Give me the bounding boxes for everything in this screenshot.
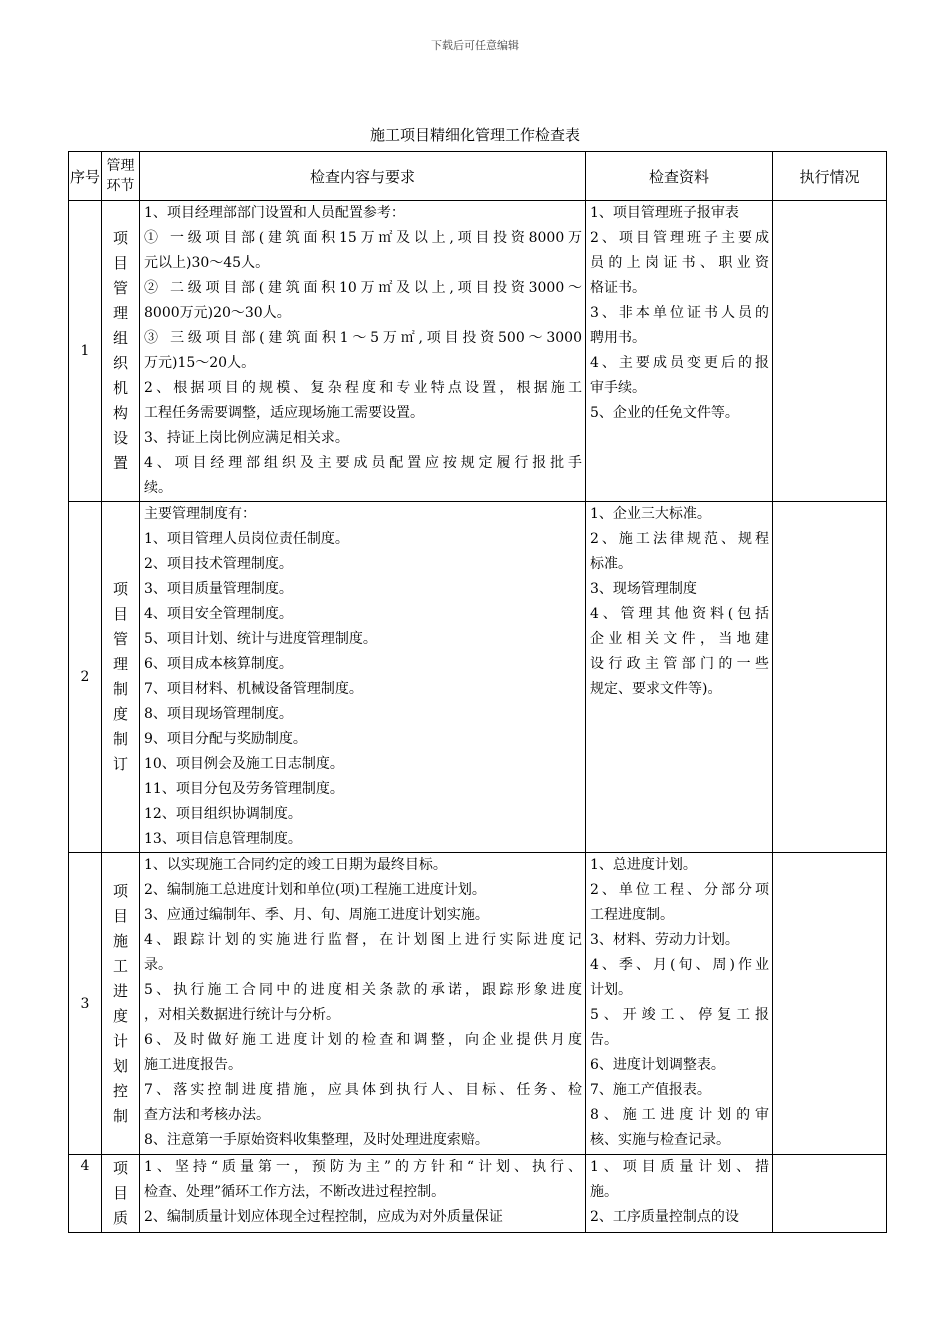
content-line: 3、项目质量管理制度。 [144, 581, 293, 597]
content-line: ③ 三级项目部(建筑面积1～5万㎡,项目投资500～3000 [144, 330, 582, 346]
row-material [586, 502, 773, 853]
content-line: 4、跟踪计划的实施进行监督，在计划图上进行实际进度记 [144, 932, 582, 948]
material-line: 5、开竣工、停复工报 [590, 1007, 769, 1023]
material-line: 8、施工进度计划的审 [590, 1107, 769, 1123]
table-row [69, 1155, 887, 1233]
content-line: 7、落实控制进度措施，应具体到执行人、目标、任务、检 [144, 1082, 582, 1098]
content-line: 施工进度报告。 [144, 1057, 242, 1073]
content-line: 主要管理制度有： [144, 506, 256, 522]
row-stage-cell [102, 1155, 140, 1233]
material-line: 规定、要求文件等)。 [590, 681, 722, 697]
content-line: 4、项目经理部组织及主要成员配置应按规定履行报批手 [144, 455, 582, 471]
row-seq: 1 [69, 201, 102, 502]
row-seq: 2 [69, 502, 102, 853]
row-material [586, 1155, 773, 1233]
row-content [140, 853, 586, 1155]
content-line: 续。 [144, 480, 172, 496]
content-line: 1、项目管理人员岗位责任制度。 [144, 531, 349, 547]
content-line: 5、项目计划、统计与进度管理制度。 [144, 631, 377, 647]
document-title: 施工项目精细化管理工作检查表 [369, 126, 580, 144]
table-row [69, 502, 887, 853]
row-content [140, 502, 586, 853]
content-line: 2、编制施工总进度计划和单位(项)工程施工进度计划。 [144, 882, 486, 898]
content-line: 8、注意第一手原始资料收集整理，及时处理进度索赔。 [144, 1132, 489, 1148]
content-line: 1、项目经理部部门设置和人员配置参考： [144, 205, 405, 221]
row-content [140, 1155, 586, 1233]
material-line: 聘用书。 [590, 330, 646, 346]
row-status [773, 201, 887, 502]
row-status [773, 853, 887, 1155]
content-line: ② 二级项目部(建筑面积10万㎡及以上,项目投资3000～ [144, 280, 582, 296]
row-stage-cell [102, 201, 140, 502]
content-line: 3、应通过编制年、季、月、旬、周施工进度计划实施。 [144, 907, 489, 923]
table-header-row [69, 152, 887, 201]
material-line: 6、进度计划调整表。 [590, 1057, 725, 1073]
material-line: 2、工序质量控制点的设 [590, 1209, 739, 1225]
content-line: 1、坚持“质量第一，预防为主”的方针和“计划、执行、 [144, 1159, 582, 1175]
material-line: 施。 [590, 1184, 618, 1200]
header-seq: 序号 [69, 152, 102, 201]
content-line: 1、以实现施工合同约定的竣工日期为最终目标。 [144, 857, 447, 873]
row-stage: 项目施工进度计划控制 [112, 881, 128, 1125]
row-status [773, 1155, 887, 1233]
material-line: 核、实施与检查记录。 [590, 1132, 730, 1148]
content-line: 2、编制质量计划应体现全过程控制，应成为对外质量保证 [144, 1209, 503, 1225]
row-status [773, 502, 887, 853]
material-line: 1、总进度计划。 [590, 857, 697, 873]
material-line: 4、季、月(旬、周)作业 [590, 957, 769, 973]
row-material [586, 201, 773, 502]
material-line: 设行政主管部门的一些 [590, 656, 769, 672]
row-material [586, 853, 773, 1155]
content-line: 6、项目成本核算制度。 [144, 656, 293, 672]
content-line: 13、项目信息管理制度。 [144, 831, 302, 847]
content-line: 万元)15～20人。 [144, 355, 256, 371]
material-line: 4、管理其他资料(包括 [590, 606, 769, 622]
content-line: 8、项目现场管理制度。 [144, 706, 293, 722]
content-line: 7、项目材料、机械设备管理制度。 [144, 681, 363, 697]
content-line: 查方法和考核办法。 [144, 1107, 270, 1123]
content-line: 元以上)30～45人。 [144, 255, 270, 271]
content-line: 12、项目组织协调制度。 [144, 806, 302, 822]
content-line: 2、项目技术管理制度。 [144, 556, 293, 572]
row-seq: 4 [69, 1155, 102, 1233]
content-line: 3、持证上岗比例应满足相关求。 [144, 430, 349, 446]
row-stage-cell [102, 502, 140, 853]
content-line: 9、项目分配与奖励制度。 [144, 731, 307, 747]
content-line: 6、及时做好施工进度计划的检查和调整，向企业提供月度 [144, 1032, 582, 1048]
material-line: 7、施工产值报表。 [590, 1082, 711, 1098]
content-line: 11、项目分包及劳务管理制度。 [144, 781, 344, 797]
material-line: 2、施工法律规范、规程 [590, 531, 769, 547]
material-line: 标准。 [590, 556, 632, 572]
material-line: 2、项目管理班子主要成 [590, 230, 769, 246]
content-line: 10、项目例会及施工日志制度。 [144, 756, 344, 772]
table-row [69, 853, 887, 1155]
header-status: 执行情况 [773, 152, 887, 201]
table-row [69, 201, 887, 502]
header-stage-line2: 环节 [106, 178, 135, 194]
material-line: 企业相关文件，当地建 [590, 631, 769, 647]
content-line: ① 一级项目部(建筑面积15万㎡及以上,项目投资8000万 [144, 230, 582, 246]
material-line: 计划。 [590, 982, 632, 998]
material-line: 审手续。 [590, 380, 646, 396]
inspection-table [68, 151, 887, 1233]
material-line: 2、单位工程、分部分项 [590, 882, 769, 898]
content-line: 工程任务需要调整，适应现场施工需要设置。 [144, 405, 424, 421]
content-line: 2、根据项目的规模、复杂程度和专业特点设置，根据施工 [144, 380, 582, 396]
row-seq: 3 [69, 853, 102, 1155]
material-line: 格证书。 [590, 280, 646, 296]
header-stage [102, 152, 140, 201]
row-content [140, 201, 586, 502]
content-line: 录。 [144, 957, 172, 973]
content-line: 检查、处理”循环工作方法，不断改进过程控制。 [144, 1184, 446, 1200]
row-stage-cell [102, 853, 140, 1155]
material-line: 3、现场管理制度 [590, 581, 697, 597]
material-line: 1、企业三大标准。 [590, 506, 711, 522]
material-line: 4、主要成员变更后的报 [590, 355, 769, 371]
material-line: 3、材料、劳动力计划。 [590, 932, 739, 948]
watermark-text: 下载后可任意编辑 [431, 39, 519, 52]
material-line: 员的上岗证书、职业资 [590, 255, 769, 271]
content-line: ，对相关数据进行统计与分析。 [144, 1007, 340, 1023]
row-stage: 项目质 [112, 1159, 128, 1227]
header-stage-line1: 管理 [106, 158, 135, 174]
material-line: 1、项目管理班子报审表 [590, 205, 739, 221]
material-line: 告。 [590, 1032, 618, 1048]
material-line: 3、非本单位证书人员的 [590, 305, 769, 321]
content-line: 8000万元)20～30人。 [144, 305, 291, 321]
header-material: 检查资料 [586, 152, 773, 201]
header-content: 检查内容与要求 [140, 152, 586, 201]
row-stage: 项目管理制度制订 [112, 580, 128, 773]
material-line: 1、项目质量计划、措 [590, 1159, 769, 1175]
content-line: 4、项目安全管理制度。 [144, 606, 293, 622]
material-line: 5、企业的任免文件等。 [590, 405, 739, 421]
row-stage: 项目管理组织机构设置 [112, 229, 128, 472]
material-line: 工程进度制。 [590, 907, 674, 923]
content-line: 5、执行施工合同中的进度相关条款的承诺，跟踪形象进度 [144, 982, 582, 998]
